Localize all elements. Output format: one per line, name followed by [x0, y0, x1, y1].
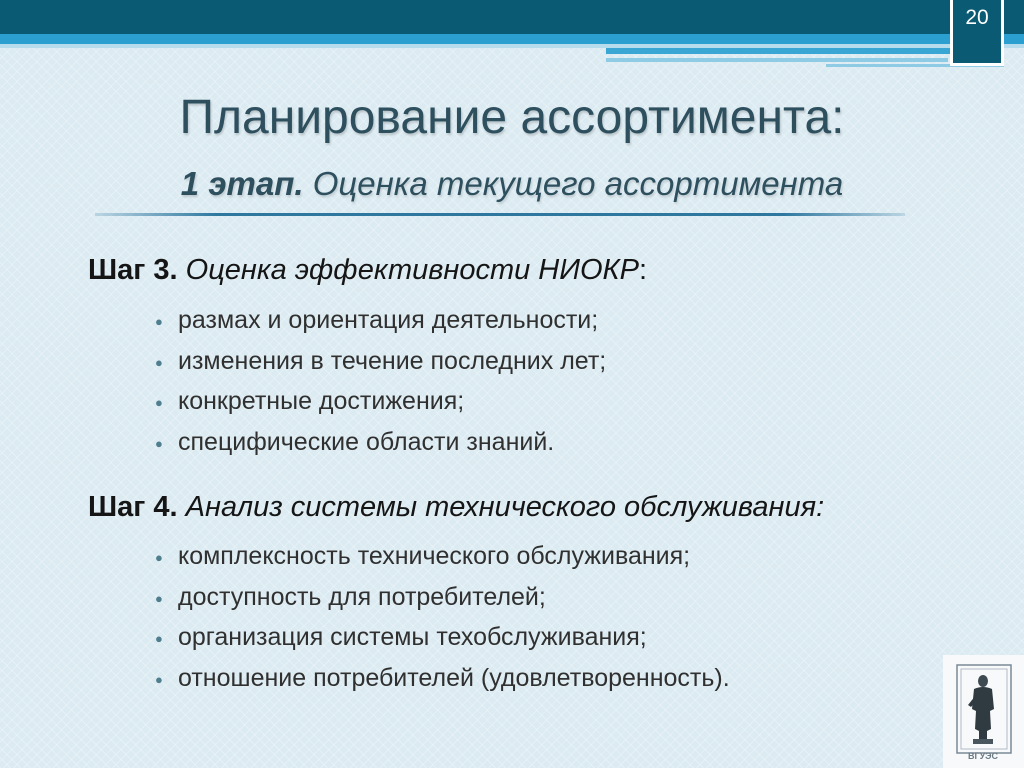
step-4-text: Анализ системы технического обслуживания: — [177, 491, 825, 523]
list-item — [153, 623, 730, 664]
university-statue-logo-icon — [943, 655, 1024, 768]
bullet-text: размах и ориентация деятельности; — [178, 306, 599, 334]
bullet-text: организация системы техобслуживания; — [178, 623, 647, 651]
bullet-text: специфические области знаний. — [178, 427, 555, 456]
header-stripe — [0, 34, 1024, 44]
step-4-heading — [88, 491, 824, 524]
step-3-heading — [88, 254, 647, 287]
page-number-box — [950, 0, 1004, 66]
list-item — [153, 583, 730, 624]
list-item — [153, 542, 730, 583]
bullet-text: доступность для потребителей; — [178, 582, 546, 611]
bullet-text: отношение потребителей (удовлетворенность). — [178, 663, 730, 692]
header-band — [0, 0, 1024, 34]
slide-subtitle — [0, 165, 1024, 203]
list-item — [153, 387, 606, 428]
university-logo — [943, 655, 1024, 768]
bullet-text: изменения в течение последних лет; — [178, 346, 607, 375]
decorative-line — [606, 48, 1004, 54]
step-4-label: Шаг 4. — [88, 491, 178, 523]
title-divider — [95, 213, 905, 216]
bullet-dot-icon: ● — [155, 354, 163, 370]
decorative-line — [606, 58, 948, 62]
page-number: 20 — [965, 6, 989, 29]
bullet-dot-icon: ● — [155, 590, 163, 606]
bullet-dot-icon: ● — [155, 395, 163, 410]
subtitle-text: Оценка текущего ассортимента — [303, 165, 844, 202]
slide-title: Планирование ассортимента: — [179, 91, 845, 144]
bullet-dot-icon: ● — [155, 550, 163, 565]
list-item — [153, 306, 606, 347]
step-3-bullets — [153, 306, 606, 468]
step-4-bullets — [153, 542, 730, 704]
bullet-text: комплексность технического обслуживания; — [178, 542, 691, 570]
list-item — [153, 347, 606, 388]
bullet-dot-icon: ● — [155, 314, 163, 329]
logo-caption: ВГУЭС — [968, 751, 998, 761]
subtitle-stage-label: 1 этап. — [180, 165, 304, 202]
step-3-label: Шаг 3. — [88, 254, 178, 286]
bullet-dot-icon: ● — [155, 671, 163, 687]
list-item — [153, 664, 730, 705]
list-item — [153, 428, 606, 469]
bullet-text: конкретные достижения; — [178, 387, 465, 415]
bullet-dot-icon: ● — [155, 631, 163, 646]
step-3-text: Оценка эффективности НИОКР — [177, 254, 639, 286]
bullet-dot-icon: ● — [155, 435, 163, 451]
step-3-suffix: : — [638, 254, 648, 286]
